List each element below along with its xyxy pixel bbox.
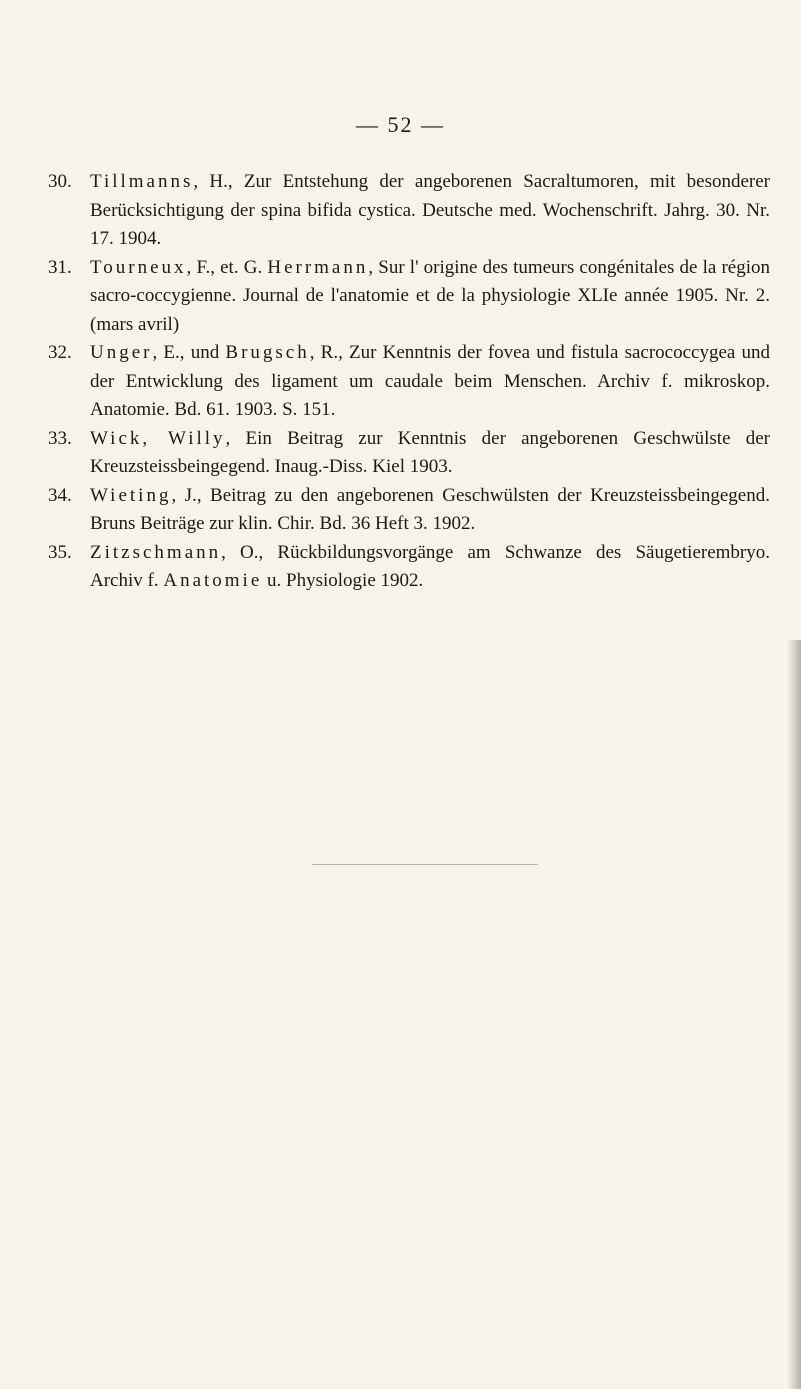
reference-body: , H., Zur Entstehung der angeborenen Sacraltumoren, mit besonderer Berücksichtigung der spina bifida cystica. Deutsche med. Wochenschrift. Jahrg. 30. Nr. 17. 1904. (90, 171, 770, 249)
reference-coauthor: Brugsch (225, 342, 310, 363)
reference-body: , F., et. G. (186, 256, 268, 278)
reference-body: , O., Rückbildungsvorgänge am Schwanze des Säugetierembryo. Archiv f. (90, 541, 770, 591)
reference-text (90, 425, 770, 482)
reference-author: Zitzschmann (90, 541, 222, 563)
reference-text (90, 254, 770, 340)
reference-body-continued: , R., Zur Kenntnis der fovea und fistula sacrococcygea und der Entwicklung des ligament um caudale beim Menschen. Archiv f. mikroskop. Anatomie. Bd. 61. 1903. S. 151. (90, 342, 770, 420)
reference-author: Wieting (90, 484, 172, 506)
reference-number: 31. (48, 256, 72, 278)
reference-number: 30. (48, 171, 72, 192)
reference-item (48, 539, 770, 596)
reference-number: 34. (48, 484, 72, 506)
reference-number: 32. (48, 342, 72, 363)
reference-number: 33. (48, 427, 72, 449)
reference-body: , J., Beitrag zu den angeborenen Geschwülsten der Kreuzsteissbeingegend. Bruns Beiträge zur klin. Chir. Bd. 36 Heft 3. 1902. (90, 484, 770, 534)
page-edge-shadow (787, 640, 801, 1389)
reference-text (90, 168, 770, 254)
reference-number: 35. (48, 541, 72, 563)
reference-author: Wick, Willy (90, 427, 226, 449)
reference-item (48, 168, 770, 254)
reference-author: Tourneux (90, 256, 187, 278)
reference-list (48, 168, 770, 596)
reference-body: , E., und (152, 342, 226, 363)
reference-body: , Ein Beitrag zur Kenntnis der angeborenen Geschwülste der Kreuzsteissbeingegend. Inaug.-Diss. Kiel 1903. (90, 427, 771, 477)
reference-author: Unger (90, 342, 153, 363)
reference-item (48, 339, 770, 425)
footer-rule (312, 864, 538, 865)
reference-item (48, 482, 770, 539)
reference-body-continued: u. Physiologie 1902. (262, 570, 424, 591)
reference-item (48, 425, 770, 482)
reference-body-continued: , Sur l' origine des tumeurs congénitales de la région sacro-coccygienne. Journal de l'anatomie et de la physiologie XLIe année 1905. Nr. 2. (mars avril) (90, 256, 770, 335)
reference-text (90, 482, 770, 539)
reference-text (90, 539, 770, 596)
reference-author: Tillmanns (90, 171, 194, 192)
reference-spaced-word: Anatomie (163, 570, 263, 591)
reference-coauthor: Herrmann (267, 256, 369, 278)
reference-text (90, 339, 770, 425)
reference-item (48, 254, 770, 340)
page-number: — 52 — (356, 112, 445, 137)
